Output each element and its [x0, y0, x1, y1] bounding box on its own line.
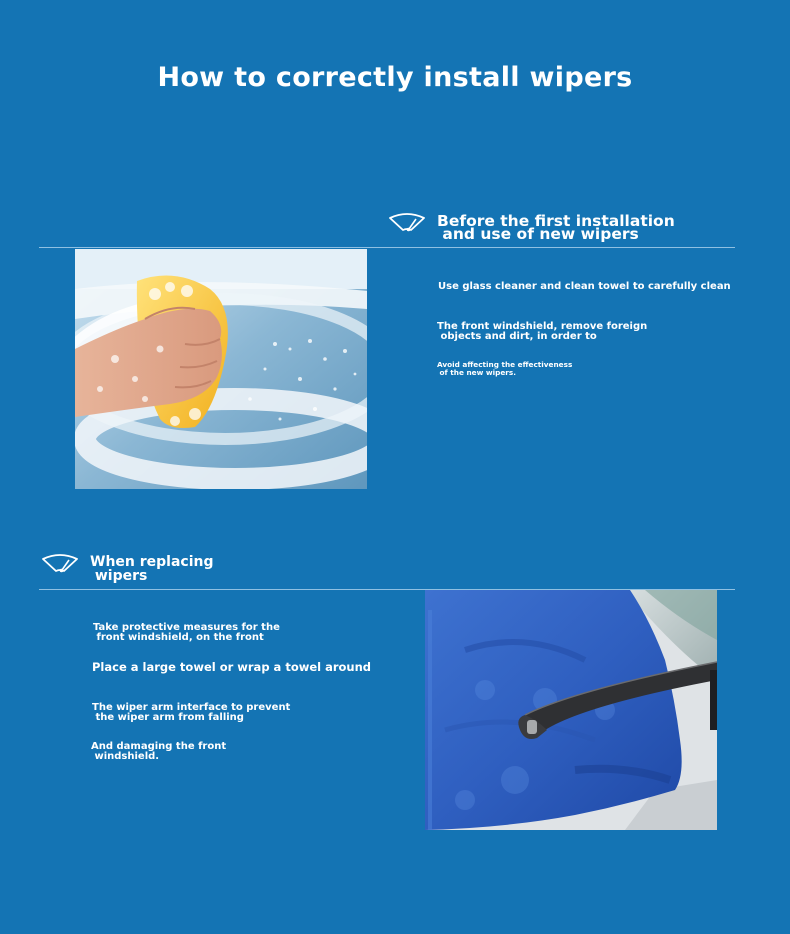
section1-text1: Use glass cleaner and clean towel to carefully clean [438, 281, 731, 292]
section1-text3-line2: of the new wipers. [437, 368, 516, 377]
towel-wiper-arm-photo [425, 590, 717, 830]
page-title: How to correctly install wipers [157, 62, 633, 93]
section1-text2-line1: The front windshield, remove foreign [437, 321, 648, 332]
section1-text3-line1: Avoid affecting the effectiveness [437, 360, 573, 369]
section2-text3-line1: The wiper arm interface to prevent [92, 702, 291, 713]
wiper-icon [387, 211, 427, 233]
windshield-cleaning-photo [75, 249, 367, 489]
section2-text4-line2: windshield. [91, 751, 160, 762]
section1-divider [39, 247, 735, 248]
section2-text1-line2: front windshield, on the front [93, 632, 264, 643]
section1-heading-line2: and use of new wipers [437, 225, 639, 243]
section2-text3-line2: the wiper arm from falling [92, 712, 244, 723]
section2-heading-line2: wipers [90, 568, 148, 584]
section2-heading-line1: When replacing [90, 554, 214, 570]
section1-heading-line1: Before the first installation [437, 212, 675, 230]
section2-text4-line1: And damaging the front [91, 741, 227, 752]
wiper-icon [40, 552, 80, 574]
section2-text2: Place a large towel or wrap a towel around [92, 660, 372, 674]
section1-text2-line2: objects and dirt, in order to [437, 331, 597, 342]
section2-text1-line1: Take protective measures for the [93, 622, 280, 633]
